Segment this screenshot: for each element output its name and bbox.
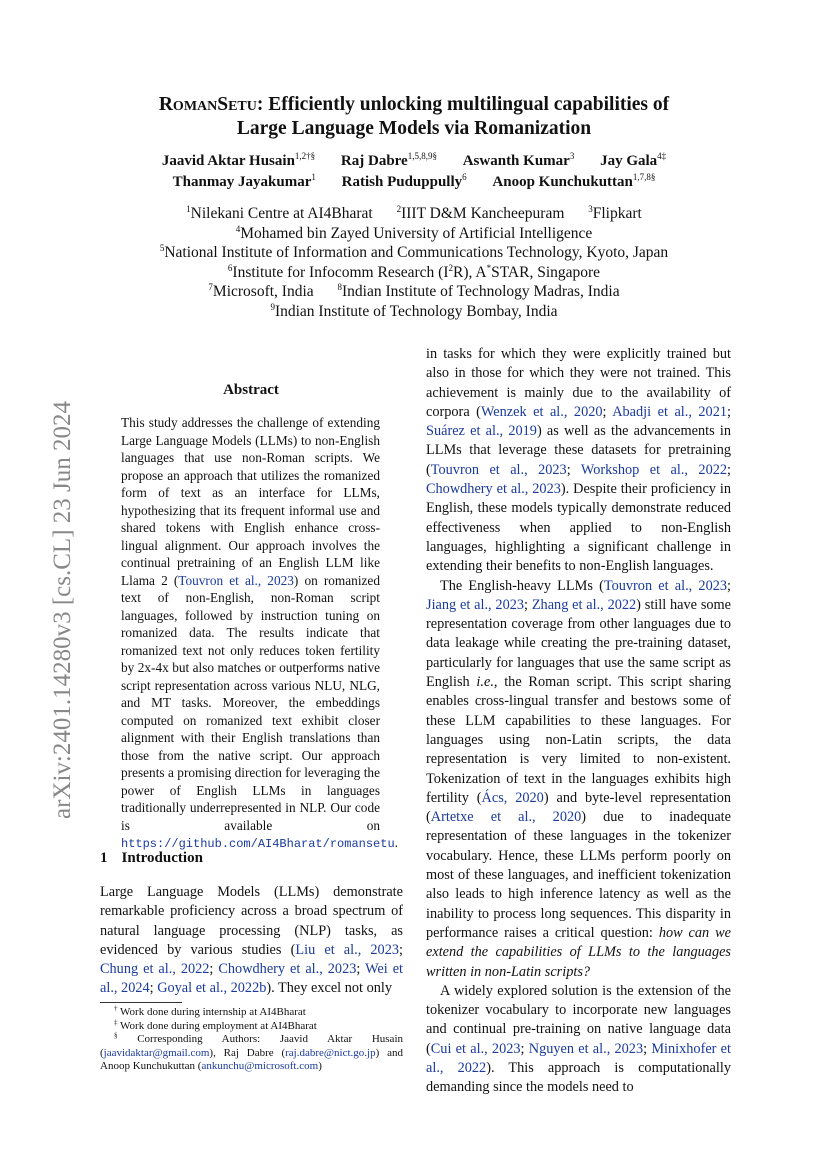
paper-title	[0, 93, 828, 141]
citation-link[interactable]: Wei et al., 2024	[100, 961, 404, 997]
abstract-text: This study addresses the challenge of extending Large Language Models (LLMs) to non-English languages that use non-Roman scripts. We propose an approach that utilizes the romanized form of text as an interface for LLMs, hypothesizing that its frequent informal use and shared tokens with English enhance cross-lingual alignment. Our approach involves the continual pretraining of an English LLM like Llama 2 (Touvron et al., 2023) on romanized text of non-English, non-Roman script languages, followed by instruction tuning on romanized data. The results indicate that romanized text not only reduces token fertility by 2x-4x but also matches or outperforms native script representation across various NLU, NLG, and MT tasks. Moreover, the embeddings computed on romanized text exhibit closer alignment with their English translations than those from the native script. Our approach presents a promising direction for leveraging the power of English LLMs in languages traditionally underrepresented in NLP. Our code is available on https://github.com/AI4Bharat/romansetu.	[121, 415, 398, 851]
citation-link[interactable]: Artetxe et al., 2020	[430, 809, 582, 826]
left-column-text: Large Language Models (LLMs) demonstrate remarkable proficiency across a broad spectrum of natural language processing (NLP) tasks, as evidenced by various studies (Liu et al., 2023; Chung et al., 2022; Chowdhery et al., 2023; Wei et al., 2024; Goyal et al., 2022b). They excel not only	[100, 884, 404, 997]
citation-link[interactable]: Touvron et al., 2023	[430, 461, 567, 478]
title-rest: : Efficiently unlocking multilingual capabilities of	[256, 94, 670, 115]
citation-link[interactable]: Zhang et al., 2022	[531, 596, 637, 613]
footnote: § Corresponding Authors: Jaavid Aktar Husain (jaavidaktar@gmail.com), Raj Dabre (raj.dabre@nict.go.jp) and Anoop Kunchukuttan (ankunchu@microsoft.com)	[100, 1031, 403, 1072]
author: Ratish Puduppully$^6$	[341, 172, 467, 190]
code-url-link[interactable]: https://github.com/AI4Bharat/romansetu	[121, 837, 395, 851]
citation-link[interactable]: Ács, 2020	[481, 789, 544, 806]
authors-row-1	[0, 151, 828, 171]
section-heading-introduction: 1 Introduction	[100, 850, 203, 866]
title-line-2: Large Language Models via Romanization	[236, 118, 592, 139]
affiliation-line-1: $^1$Nilekani Centre at AI4Bharat $^2$IIIT D&M Kancheepuram $^3$Flipkart	[186, 203, 642, 222]
author: Raj Dabre$^{1,5,8,9\S}$	[340, 151, 437, 169]
citation-link[interactable]: Chowdhery et al., 2023	[426, 481, 561, 498]
authors-row-2	[0, 172, 828, 192]
author: Jaavid Aktar Husain$^{1,2\dagger\S}$	[161, 151, 316, 169]
citation-link[interactable]: Wenzek et al., 2020	[480, 403, 603, 420]
citation-link[interactable]: Minixhofer et al., 2022	[426, 1040, 732, 1076]
affiliation-line-3: $^5$National Institute of Information and Communications Technology, Kyoto, Japan	[159, 242, 669, 261]
affiliation-line-4: $^6$Institute for Infocomm Research $(I^2R)$, A*STAR, Singapore	[227, 262, 601, 281]
email-link[interactable]: ankunchu@microsoft.com	[201, 1060, 319, 1072]
author: Anoop Kunchukuttan$^{1,7,8\S}$	[492, 172, 656, 190]
citation-link[interactable]: Jiang et al., 2023	[426, 596, 525, 613]
email-link[interactable]: jaavidaktar@gmail.com	[103, 1046, 210, 1059]
citation-link[interactable]: Chowdhery et al., 2023	[218, 961, 357, 978]
author: Thanmay Jayakumar$^1$	[172, 172, 316, 190]
email-link[interactable]: raj.dabre@nict.go.jp	[285, 1046, 376, 1059]
citation-link[interactable]: Nguyen et al., 2023	[528, 1040, 644, 1057]
affiliation-line-5: $^7$Microsoft, India $^8$Indian Institute of Technology Madras, India	[208, 281, 620, 300]
affiliation-line-2: $^4$Mohamed bin Zayed University of Artificial Intelligence	[235, 223, 593, 242]
citation-link[interactable]: Suárez et al., 2019	[426, 423, 537, 440]
citation-link[interactable]: Chung et al., 2022	[100, 961, 210, 978]
footnote: † Work done during internship at AI4Bharat	[114, 1004, 306, 1018]
arxiv-id: arXiv:2401.14280v3 [cs.CL] 23 Jun 2024	[49, 400, 76, 820]
paragraph: A widely explored solution is the extension of the tokenizer vocabulary to incorporate new languages and continual pre-training on native language data (Cui et al., 2023; Nguyen et al., 2023; Minixhofer et al., 2022). This approach is computationally demanding since the models need to	[426, 982, 732, 1096]
title-line-1	[0, 93, 828, 117]
citation-link[interactable]: Goyal et al., 2022b	[157, 980, 267, 997]
paragraph: in tasks for which they were explicitly trained but also in those for which they were not trained. This achievement is mainly due to the availability of corpora (Wenzek et al., 2020; Abadji et al., 2021; Suárez et al., 2019) as well as the advancements in LLMs that leverage these datasets for pretraining (Touvron et al., 2023; Workshop et al., 2022; Chowdhery et al., 2023). Despite their proficiency in English, these models typically demonstrate reduced effectiveness when applied to non-English languages, highlighting a significant challenge in extending their benefits to non-English languages.	[426, 346, 731, 575]
abstract-heading: Abstract	[223, 382, 279, 398]
arxiv-stamp	[22, 370, 76, 850]
citation-link[interactable]: Workshop et al., 2022	[580, 461, 728, 478]
footnote: ‡ Work done during employment at AI4Bharat	[114, 1017, 317, 1032]
right-column-text	[426, 345, 731, 1098]
footnotes	[100, 1006, 403, 1074]
author: Aswanth Kumar$^3$	[462, 151, 575, 169]
citation-link[interactable]: Cui et al., 2023	[430, 1040, 521, 1057]
citation-link[interactable]: Touvron et al., 2023	[178, 572, 294, 588]
citation-link[interactable]: Abadji et al., 2021	[612, 403, 728, 420]
citation-link[interactable]: Touvron et al., 2023	[603, 577, 728, 594]
footnote-rule	[100, 1002, 182, 1003]
paragraph: The English-heavy LLMs (Touvron et al., 2023; Jiang et al., 2023; Zhang et al., 2022) still have some representation coverage from other languages due to data leakage while creating the pre-training dataset, particularly for languages that use the same script as English i.e., the Roman script. This script sharing enables cross-lingual transfer and bestows some of these LLM capabilities to these languages. For languages using non-Latin scripts, the data representation is very limited to non-existent. Tokenization of text in the languages exhibits high fertility (Ács, 2020) and byte-level representation (Artetxe et al., 2020) due to inadequate representation of these languages in the tokenizer vocabulary. Hence, these LLMs perform poorly on most of these languages, and inefficient tokenization also leads to high inference latency as well as the inability to process long sequences. This disparity in performance raises a critical question: how can we extend the capabilities of LLMs to the languages written in non-Latin scripts?	[426, 577, 732, 980]
author: Jay Gala$^{4\ddagger}$	[600, 151, 667, 169]
title-brand: RomanSetu	[158, 94, 257, 115]
citation-link[interactable]: Liu et al., 2023	[295, 941, 400, 958]
affiliation-line-6: $^9$Indian Institute of Technology Bombay, India	[270, 301, 558, 320]
